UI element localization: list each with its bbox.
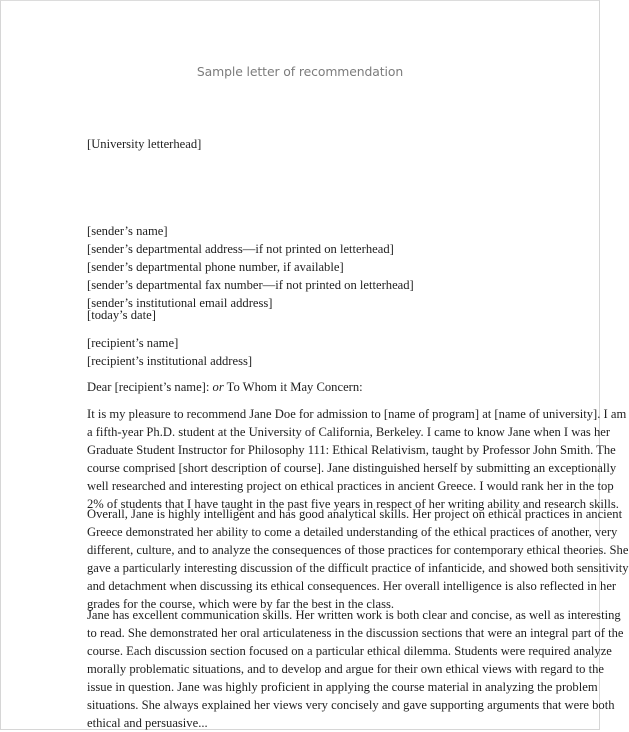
salutation [87,378,517,396]
sender-name: [sender’s name] [87,224,168,238]
paragraph-line: 2% of students that I have taught in the past five years in respect of her writing ability and research skills. [87,497,619,511]
paragraph-line: a fifth-year Ph.D. student at the University of California, Berkeley. I came to know Jane when I was her [87,425,611,439]
paragraph-line: situations. She always explained her views very concisely and gave supporting arguments that were both [87,698,615,712]
paragraph-line: Greece demonstrated her ability to come a detailed understanding of the ethical practices of another, very [87,525,618,539]
paragraph-line-clipped: ethical and persuasive... [87,716,208,730]
paragraph-line: Overall, Jane is highly intelligent and has good analytical skills. Her project on ethical practices in ancient [87,507,623,521]
sender-email: [sender’s institutional email address] [87,296,273,310]
letterhead-placeholder: [University letterhead] [87,137,202,151]
paragraph-line: course comprised [short description of course]. Jane distinguished herself by submitting an exceptionally [87,461,617,475]
sender-fax: [sender’s departmental fax number—if not printed on letterhead] [87,278,414,292]
paragraph-line: different, culture, and to analyze the consequences of those practices for contemporary ethical theories. She [87,543,629,557]
sender-block [87,222,517,312]
paragraph-line: course. Each discussion section focused on a particular ethical dilemma. Students were required analyze [87,644,612,658]
recipient-name: [recipient’s name] [87,336,179,350]
paragraph-line: Jane has excellent communication skills. Her written work is both clear and concise, as well as interesting [87,608,621,622]
paragraph-line: well researched and interesting project on ethical practices in ancient Greece. I would rank her in the top [87,479,614,493]
paragraph-line: It is my pleasure to recommend Jane Doe for admission to [name of program] at [name of university]. I am [87,407,627,421]
paragraph-line: and detachment when discussing its ethical consequences. Her overall intelligence is also reflected in her [87,579,617,593]
letter-date: [today’s date] [87,308,156,322]
paragraph-analytical-skills [87,505,629,613]
salutation-suffix: To Whom it May Concern: [223,380,363,394]
document-title: Sample letter of recommendation [196,64,404,79]
paragraph-communication-skills [87,606,624,730]
salutation-prefix: Dear [recipient’s name]: [87,380,213,394]
sender-phone: [sender’s departmental phone number, if available] [87,260,344,274]
recipient-address: [recipient’s institutional address] [87,354,253,368]
sender-address: [sender’s departmental address—if not printed on letterhead] [87,242,394,256]
paragraph-line: to read. She demonstrated her oral articulateness in the discussion sections that were an integral part of the [87,626,624,640]
salutation-connector: or [212,380,224,394]
recipient-block [87,334,517,370]
paragraph-line: issue in question. Jane was highly proficient in applying the course material in analyzing the problem [87,680,598,694]
paragraph-line: Graduate Student Instructor for Philosophy 111: Ethical Relativism, taught by Professor John Smith. The [87,443,616,457]
paragraph-line: grades for the course, which were by far the best in the class. [87,597,395,611]
paragraph-line: gave a particularly interesting discussion of the difficult practice of infanticide, and showed both sensitivity [87,561,629,575]
paragraph-introduction [87,405,627,513]
paragraph-line: morally problematic situations, and to develop and argue for their own ethical views with regard to the [87,662,605,676]
